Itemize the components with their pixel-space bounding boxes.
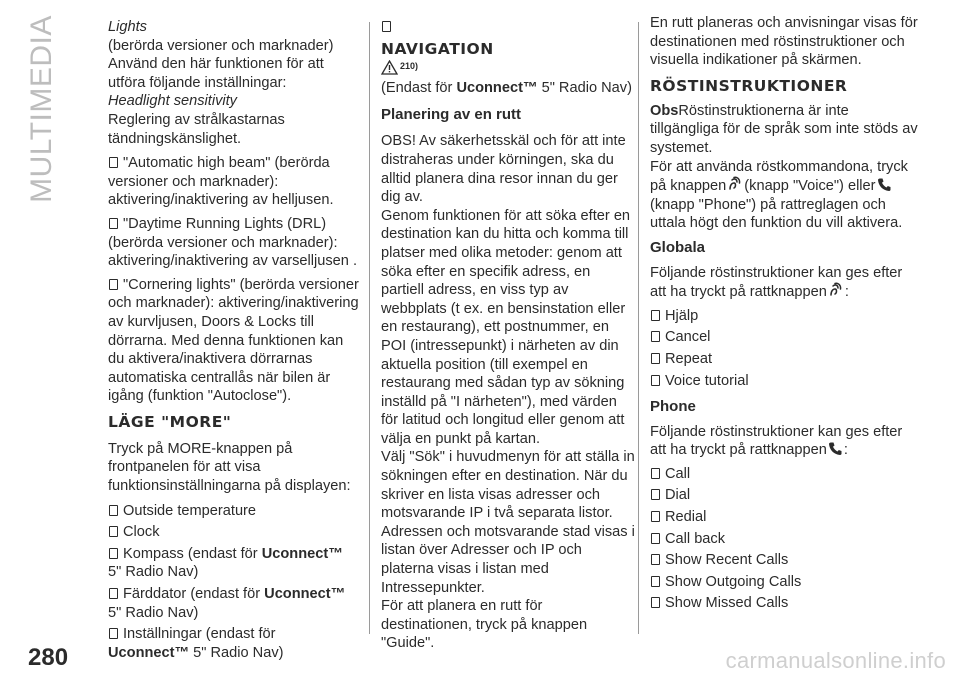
- checkbox-bullet-icon: [651, 554, 660, 565]
- list-item-brand: Uconnect™: [261, 545, 343, 562]
- phone-list-item: [650, 486, 920, 505]
- globala-list-item: [650, 307, 920, 326]
- phone-list-item: [650, 508, 920, 527]
- column-1: [108, 18, 360, 665]
- checkbox-bullet-icon: [109, 157, 118, 168]
- use-part3: (knapp "Phone") på rattreglagen och uttala högt den funktion du vill aktivera.: [650, 196, 903, 232]
- list-item-text: Inställningar (endast för: [123, 626, 276, 643]
- list-item-text: Show Outgoing Calls: [665, 573, 802, 590]
- side-section-tab: [22, 15, 62, 203]
- globala-list-item: [650, 328, 920, 347]
- nav-text-2: Genom funktionen för att söka efter en destination kan du hitta och komma till platser med olika metoder: genom att söka efter en specifik adress, en partiell adress, en viss typ av webbplats (t ex. en bensinstation eller en restaurang), ett postnummer, en POI (intressepunkt) i närheten av din aktuella position (till exempel en restaurang med sådan typ av sökning inställd på "I närheten"), med värden för latitud och longitud eller genom att välja en punkt på kartan.: [381, 207, 631, 447]
- checkbox-bullet-icon: [651, 489, 660, 500]
- nav-text-4: För att planera en rutt för destinationen, tryck på knappen "Guide".: [381, 598, 588, 652]
- plan-heading: Planering av en rutt: [381, 105, 522, 123]
- list-item-cornering: [108, 276, 360, 406]
- route-intro: En rutt planeras och anvisningar visas för destinationen med röstinstruktioner och visuella indikationer på skärmen.: [650, 15, 918, 69]
- checkbox-bullet-icon: [651, 468, 660, 479]
- rost-heading: RÖSTINSTRUKTIONER: [650, 76, 848, 95]
- lights-line1: (berörda versioner och marknader): [108, 37, 334, 54]
- checkbox-bullet-icon: [109, 505, 118, 516]
- list-item-auto-high-beam: [108, 154, 360, 210]
- more-list-item: [108, 545, 360, 582]
- lights-title: Lights: [108, 19, 147, 35]
- globala-list-item: [650, 372, 920, 391]
- use-voice-text: [650, 158, 920, 233]
- list-item-tail: 5" Radio Nav): [108, 564, 199, 581]
- column-2: [381, 18, 635, 653]
- list-item-text: "Automatic high beam" (berörda versioner och marknader): aktivering/inaktivering av helljusen.: [108, 155, 334, 209]
- list-item-text: Cancel: [665, 329, 711, 346]
- checkbox-bullet-icon: [382, 21, 391, 32]
- endast-brand: Uconnect™: [456, 80, 538, 97]
- checkbox-bullet-icon: [651, 353, 660, 364]
- more-list-item: [108, 585, 360, 622]
- more-list-item: [108, 502, 360, 521]
- globala-text: [650, 264, 920, 302]
- checkbox-bullet-icon: [651, 375, 660, 386]
- column-divider-2: [638, 22, 639, 634]
- checkbox-bullet-icon: [109, 526, 118, 537]
- checkbox-bullet-icon: [651, 597, 660, 608]
- endast-prefix: (Endast för: [381, 80, 457, 97]
- list-item-tail: 5" Radio Nav): [108, 604, 199, 621]
- phone-list-item: [650, 530, 920, 549]
- globala-body: Följande röstinstruktioner kan ges efter att ha tryckt på rattknappen: [650, 264, 903, 301]
- page-number: 280: [28, 644, 69, 671]
- phone-text: [650, 423, 920, 460]
- checkbox-bullet-icon: [109, 279, 118, 290]
- globala-list-item: [650, 350, 920, 369]
- list-item-text: "Cornering lights" (berörda versioner och marknader): aktivering/inaktivering av kurvljusen, Doors & Locks till dörrarna. Med denna funktionen kan du aktivera/inaktivera dörrarnas automatiska centrallås när bilen är igång (funktion "Autoclose").: [108, 276, 359, 405]
- list-item-brand: Uconnect™: [264, 586, 346, 603]
- list-item-drl: [108, 215, 360, 271]
- more-list: [108, 502, 360, 663]
- obs-body: Röstinstruktionerna är inte tillgängliga för de språk som inte stöds av systemet.: [650, 102, 918, 156]
- obs-text: [650, 102, 920, 158]
- checkbox-bullet-icon: [651, 511, 660, 522]
- warning-ref: 210): [400, 60, 419, 71]
- list-item-brand: Uconnect™: [108, 644, 190, 661]
- list-item-tail: 5" Radio Nav): [189, 644, 284, 661]
- list-item-text: Dial: [665, 487, 691, 504]
- phone-heading: Phone: [650, 398, 696, 416]
- globala-colon: :: [844, 284, 849, 301]
- checkbox-bullet-icon: [651, 576, 660, 587]
- list-item-text: Clock: [123, 524, 160, 541]
- voice-button-icon: [828, 282, 844, 298]
- list-item-text: Hjälp: [665, 307, 699, 324]
- list-item-text: Voice tutorial: [665, 372, 749, 389]
- list-item-text: Show Recent Calls: [665, 552, 789, 569]
- more-list-item: [108, 523, 360, 542]
- obs-label: Obs: [650, 102, 679, 119]
- warning-triangle-icon: [381, 60, 398, 75]
- phone-list-item: [650, 573, 920, 592]
- nav-text-1: OBS! Av säkerhetsskäl och för att inte distraheras under körningen, ska du alltid planera dina resor innan du ger dig av.: [381, 133, 626, 206]
- column-divider-1: [369, 22, 370, 634]
- list-item-text: Show Missed Calls: [665, 595, 789, 612]
- warning-note: [381, 57, 635, 76]
- list-item-text: Repeat: [665, 350, 713, 367]
- list-item-text: Call back: [665, 530, 726, 547]
- list-item-text: Färddator (endast för: [123, 586, 265, 603]
- globala-list: [650, 307, 920, 390]
- phone-body: Följande röstinstruktioner kan ges efter att ha tryckt på rattknappen: [650, 423, 903, 459]
- headlight-text: Reglering av strålkastarnas tändningskänslighet.: [108, 111, 285, 147]
- watermark: carmanualsonline.info: [725, 648, 946, 673]
- more-list-item: [108, 625, 360, 662]
- use-part1: För att använda röstkommandona, tryck på knappen: [650, 158, 908, 195]
- checkbox-bullet-icon: [651, 310, 660, 321]
- list-item-text: Call: [665, 465, 691, 482]
- use-part2: (knapp "Voice") eller: [744, 178, 876, 195]
- endast-suffix: 5" Radio Nav): [537, 80, 632, 97]
- checkbox-bullet-icon: [109, 628, 118, 639]
- checkbox-bullet-icon: [109, 588, 118, 599]
- more-text: Tryck på MORE-knappen på frontpanelen för att visa funktionsinställningarna på displayen:: [108, 440, 351, 495]
- checkbox-bullet-icon: [109, 548, 118, 559]
- checkbox-bullet-icon: [651, 533, 660, 544]
- list-item-text: Kompass (endast för: [123, 545, 262, 562]
- phone-colon: :: [843, 442, 848, 459]
- side-tab-label: MULTIMEDIA: [25, 15, 59, 203]
- phone-list: [650, 465, 920, 613]
- section-marker: [381, 18, 635, 37]
- list-item-text: Redial: [665, 509, 707, 526]
- phone-list-item: [650, 465, 920, 484]
- lights-line2: Använd den här funktionen för att utföra följande inställningar:: [108, 56, 324, 91]
- headlight-title: Headlight sensitivity: [108, 93, 237, 110]
- phone-list-item: [650, 551, 920, 570]
- voice-button-icon: [727, 176, 743, 192]
- navigation-heading: NAVIGATION: [381, 39, 494, 58]
- column-3: [650, 14, 920, 616]
- checkbox-bullet-icon: [109, 218, 118, 229]
- list-item-text: Outside temperature: [123, 502, 257, 519]
- globala-heading: Globala: [650, 238, 706, 256]
- endast-line: [381, 79, 635, 98]
- phone-button-icon: [877, 177, 892, 192]
- phone-list-item: [650, 594, 920, 613]
- more-heading: LÄGE "MORE": [108, 412, 232, 431]
- phone-button-icon: [828, 441, 843, 456]
- list-item-text: "Daytime Running Lights (DRL) (berörda versioner och marknader): aktivering/inaktivering av varselljusen .: [108, 215, 358, 270]
- nav-text-3: Välj "Sök" i huvudmenyn för att ställa in sökningen efter en destination. När du skriver en lista visas adresser och motsvarande IP i två separata listor. Adressen och motsvarande stad visas i listan över Adresser och IP och platerna visas i listan med Intressepunkter.: [381, 449, 635, 596]
- checkbox-bullet-icon: [651, 331, 660, 342]
